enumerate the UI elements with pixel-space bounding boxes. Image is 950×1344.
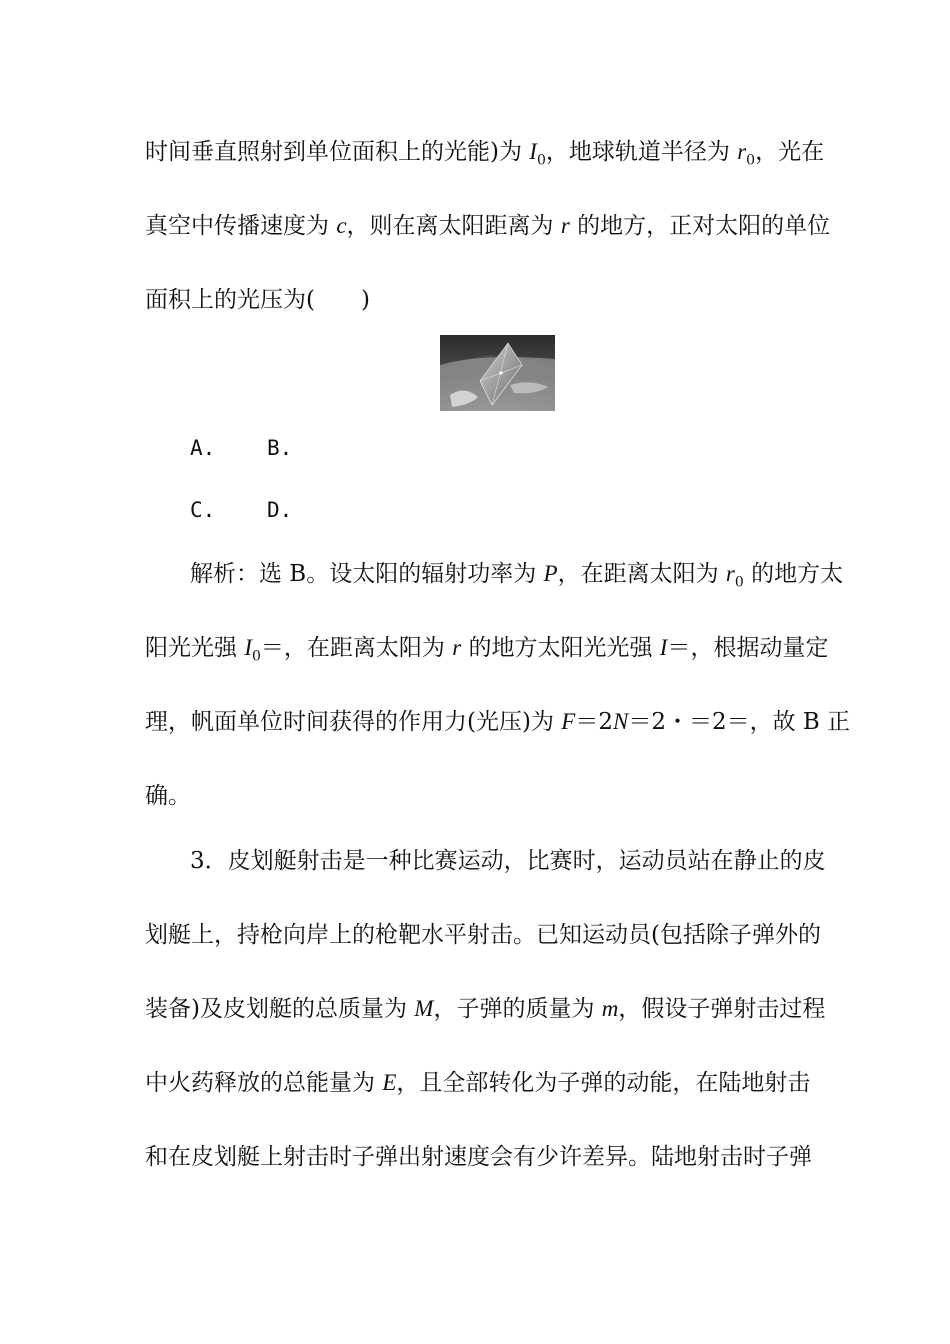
question-line: 3．皮划艇射击是一种比赛运动，比赛时，运动员站在静止的皮: [190, 848, 826, 874]
question-line: 和在皮划艇上射击时子弹出射速度会有少许差异。陆地射击时子弹: [145, 1144, 812, 1170]
paragraph-line: 时间垂直照射到单位面积上的光能)为 $I_0$，地球轨道半径为 $r_0$，光在: [145, 139, 825, 169]
option-a: A.: [190, 436, 216, 460]
analysis-line: 阳光光强 $I_0=$，在距离太阳为 r 的地方太阳光光强 I＝，根据动量定: [145, 635, 829, 665]
paragraph-line: 面积上的光压为( ): [145, 287, 370, 313]
question-line: 装备)及皮划艇的总质量为 M，子弹的质量为 m，假设子弹射击过程: [145, 996, 826, 1022]
option-b: B.: [267, 436, 293, 460]
paragraph-line: 真空中传播速度为 c，则在离太阳距离为 r 的地方，正对太阳的单位: [145, 213, 831, 239]
analysis-line: 理，帆面单位时间获得的作用力(光压)为 F＝2N＝2・＝2＝，故 B 正: [145, 709, 851, 735]
question-line: 中火药释放的总能量为 E，且全部转化为子弹的动能，在陆地射击: [145, 1070, 811, 1096]
question-line: 划艇上，持枪向岸上的枪靶水平射击。已知运动员(包括除子弹外的: [145, 922, 821, 948]
solar-sail-over-earth-photo: [440, 335, 555, 411]
option-d: D.: [267, 498, 293, 522]
option-c: C.: [190, 498, 216, 522]
analysis-line: 解析：选 B。设太阳的辐射功率为 P，在距离太阳为 $r_0$ 的地方太: [190, 561, 844, 591]
analysis-line: 确。: [145, 783, 191, 809]
